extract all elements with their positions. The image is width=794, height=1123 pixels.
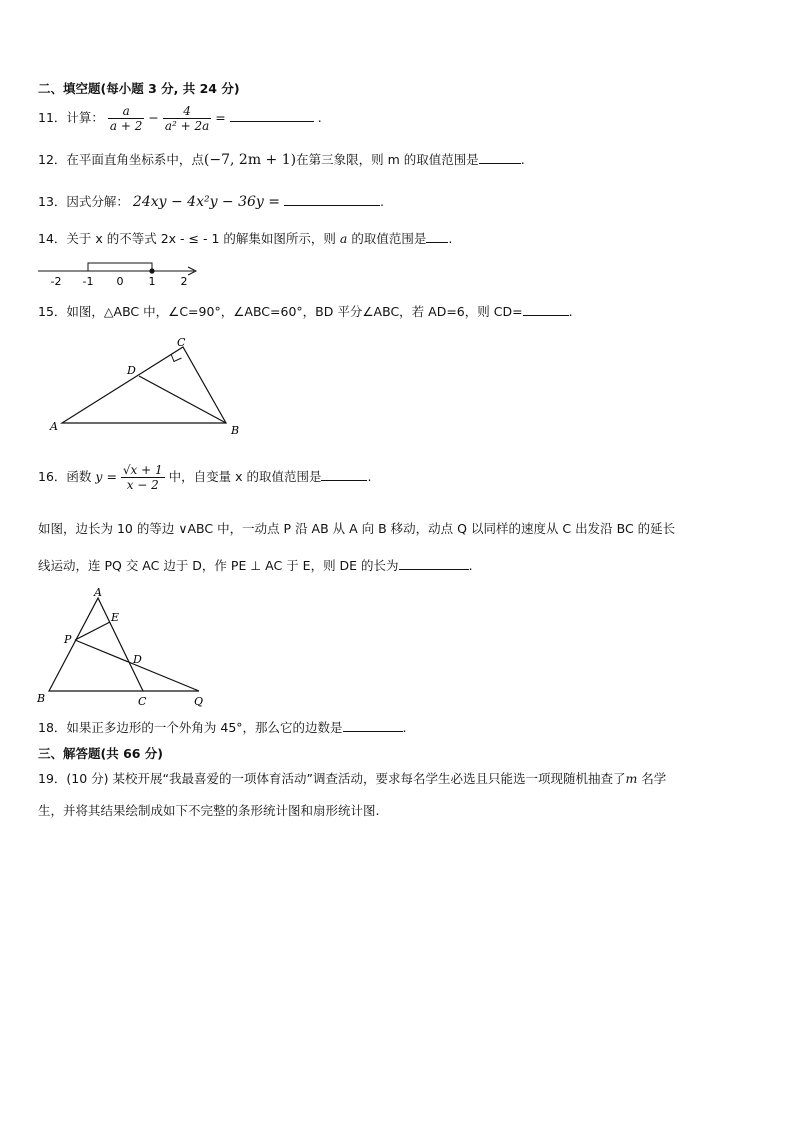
- question-number: 16．: [38, 469, 67, 484]
- label-c: C: [177, 336, 186, 349]
- question-15: 15．如图，△ABC 中，∠C=90°，∠ABC=60°，BD 平分∠ABC，若 AD=6，则 CD= .: [38, 304, 573, 319]
- answer-blank[interactable]: [230, 109, 314, 122]
- question-11: 11．计算： $\frac{a}{a + 2}$ − $\frac{4}{\text{a² + 2a}}$ = .: [38, 104, 322, 133]
- question-number: 18．: [38, 720, 67, 735]
- tick-label: 0: [116, 275, 124, 288]
- label-b: B: [37, 692, 46, 705]
- point-coordinates: (−7, 2m + 1): [203, 152, 297, 168]
- solution-bracket: [88, 263, 152, 271]
- label-c: C: [138, 695, 147, 708]
- label-d: D: [127, 364, 136, 377]
- question-17-line-1: 如图，边长为 10 的等边 ∨ABC 中，一动点 P 沿 AB 从 A 向 B 移动，动点 Q 以同样的速度从 C 出发沿 BC 的延长: [38, 521, 676, 536]
- question-lead: 计算：: [66, 110, 104, 125]
- answer-blank[interactable]: [321, 468, 367, 481]
- number-line: [34, 259, 209, 289]
- question-13: 13．因式分解： 24xy − 4x²y − 36y = .: [38, 194, 384, 210]
- label-p: P: [64, 633, 72, 646]
- answer-blank[interactable]: [479, 151, 521, 164]
- section-heading-3: 三、解答题(共 66 分): [38, 746, 164, 761]
- question-19-line-1: 19．(10 分) 某校开展“我最喜爱的一项体育活动”调查活动，要求每名学生必选且只能选一项现随机抽查了m 名学: [38, 771, 667, 786]
- triangle-figure-17: [34, 585, 214, 710]
- answer-blank[interactable]: [399, 557, 469, 570]
- label-a: A: [50, 420, 58, 433]
- label-a: A: [94, 586, 102, 599]
- label-b: B: [231, 424, 240, 437]
- tick-label: -1: [82, 275, 94, 288]
- label-d: D: [133, 653, 142, 666]
- tick-label: 2: [180, 275, 188, 288]
- fraction: $\frac{√x + 1}{x - 2}$: [122, 463, 163, 492]
- triangle-figure-15: [40, 334, 250, 438]
- question-number: 15．: [38, 304, 67, 319]
- question-number: 13．: [38, 194, 67, 209]
- fraction-1: $\frac{a}{a + 2}$: [109, 104, 143, 133]
- fraction-2: $\frac{4}{\text{a² + 2a}}$: [164, 104, 210, 133]
- question-14: 14．关于 x 的不等式 2x - ≤ - 1 的解集如图所示，则 a 的取值范围是 .: [38, 231, 453, 246]
- triangle-abc: [62, 347, 226, 423]
- answer-blank[interactable]: [523, 303, 569, 316]
- question-16: 16．函数 y = $\frac{√x + 1}{x - 2}$ 中，自变量 x 的取值范围是 .: [38, 463, 372, 492]
- expression: 24xy − 4x²y − 36y =: [132, 194, 281, 210]
- answer-blank[interactable]: [343, 719, 403, 732]
- question-17-line-2: 线运动，连 PQ 交 AC 边于 D，作 PE ⊥ AC 于 E，则 DE 的长为 .: [38, 558, 473, 573]
- tick-label: 1: [148, 275, 156, 288]
- question-12: 12．在平面直角坐标系中，点(−7, 2m + 1)在第三象限，则 m 的取值范围是 .: [38, 152, 525, 168]
- question-number: 12．: [38, 152, 67, 167]
- label-e: E: [111, 611, 120, 624]
- solution-endpoint: [149, 268, 154, 273]
- question-number: 19．: [38, 771, 67, 786]
- question-19-line-2: 生，并将其结果绘制成如下不完整的条形统计图和扇形统计图.: [38, 803, 380, 818]
- tick-label: -2: [50, 275, 62, 288]
- label-q: Q: [194, 695, 204, 708]
- question-18: 18．如果正多边形的一个外角为 45°，那么它的边数是 .: [38, 720, 407, 735]
- section-heading: 二、填空题(每小题 3 分, 共 24 分): [38, 81, 240, 96]
- answer-blank[interactable]: [284, 193, 380, 206]
- answer-blank[interactable]: [426, 230, 448, 243]
- question-number: 11．: [38, 110, 67, 125]
- right-angle-mark: [171, 354, 182, 362]
- question-number: 14．: [38, 231, 67, 246]
